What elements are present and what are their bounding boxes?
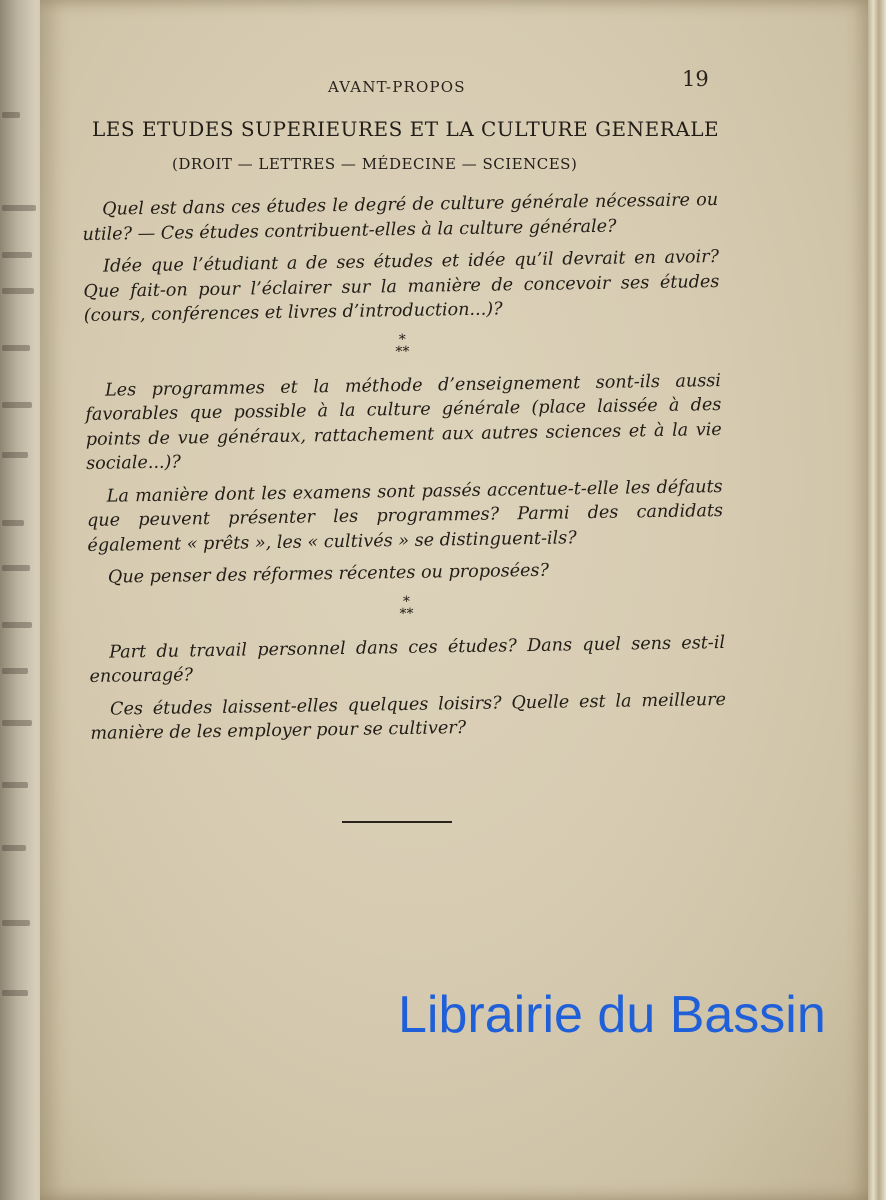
left-page-text-fragment bbox=[2, 402, 32, 408]
left-page-text-fragment bbox=[2, 668, 28, 674]
left-page-text-fragment bbox=[2, 990, 28, 996]
left-page-text-fragment bbox=[2, 720, 32, 726]
left-page-text-fragment bbox=[2, 288, 34, 294]
paragraph: Les programmes et la méthode d’enseignement sont-ils aussi favorables que possible à la culture générale (place laissée à des points de vue généraux, rattachement aux autres sciences et à la vie sociale...)? bbox=[85, 370, 722, 474]
running-head: AVANT-PROPOS bbox=[328, 78, 466, 96]
left-page-text-fragment bbox=[2, 565, 30, 571]
seller-watermark: Librairie du Bassin bbox=[398, 986, 826, 1044]
left-page-text-fragment bbox=[2, 205, 36, 211]
asterism-bottom: ** bbox=[395, 343, 410, 360]
paragraph: Part du travail personnel dans ces études? Dans quel sens est-il encouragé? bbox=[89, 632, 726, 687]
paragraph: Que penser des réformes récentes ou proposées? bbox=[107, 560, 550, 588]
asterism-bottom: ** bbox=[399, 605, 414, 622]
left-page-text-fragment bbox=[2, 520, 24, 526]
left-page-text-fragment bbox=[2, 252, 32, 258]
left-page-text-fragment bbox=[2, 622, 32, 628]
section-subtitle: (DROIT — LETTRES — MÉDECINE — SCIENCES) bbox=[172, 155, 578, 173]
left-page-text-fragment bbox=[2, 345, 30, 351]
left-page-text-fragment bbox=[2, 782, 28, 788]
paragraph: Quel est dans ces études le degré de culture générale nécessaire ou utile? — Ces études contribuent-elles à la culture générale? bbox=[82, 190, 719, 245]
asterism-top: * bbox=[402, 593, 411, 610]
paragraph: Ces études laissent-elles quelques loisirs? Quelle est la meilleure manière de les employer pour se cultiver? bbox=[90, 689, 727, 744]
page-edge bbox=[868, 0, 886, 1200]
body-text bbox=[82, 188, 727, 754]
left-page-text-fragment bbox=[2, 112, 20, 118]
section-title: LES ETUDES SUPERIEURES ET LA CULTURE GENERALE bbox=[92, 117, 720, 141]
left-page-text-fragment bbox=[2, 845, 26, 851]
left-page-text-fragment bbox=[2, 452, 28, 458]
left-page-text-fragment bbox=[2, 920, 30, 926]
page-number: 19 bbox=[682, 67, 709, 91]
asterism-top: * bbox=[398, 331, 406, 348]
asterism-ornament bbox=[84, 328, 720, 362]
paragraph: La manière dont les examens sont passés accentue-t-elle les défauts que peuvent présenter les programmes? Parmi des candidats également « prêts », les « cultivés » se distinguent-ils? bbox=[86, 476, 724, 556]
asterism-ornament bbox=[88, 590, 724, 624]
paragraph: Idée que l’étudiant a de ses études et idée qu’il devrait en avoir? Que fait-on pour l’éclairer sur la manière de concevoir ses études (cours, conférences et livres d’introduction...)? bbox=[83, 247, 720, 326]
closing-rule bbox=[342, 821, 452, 823]
